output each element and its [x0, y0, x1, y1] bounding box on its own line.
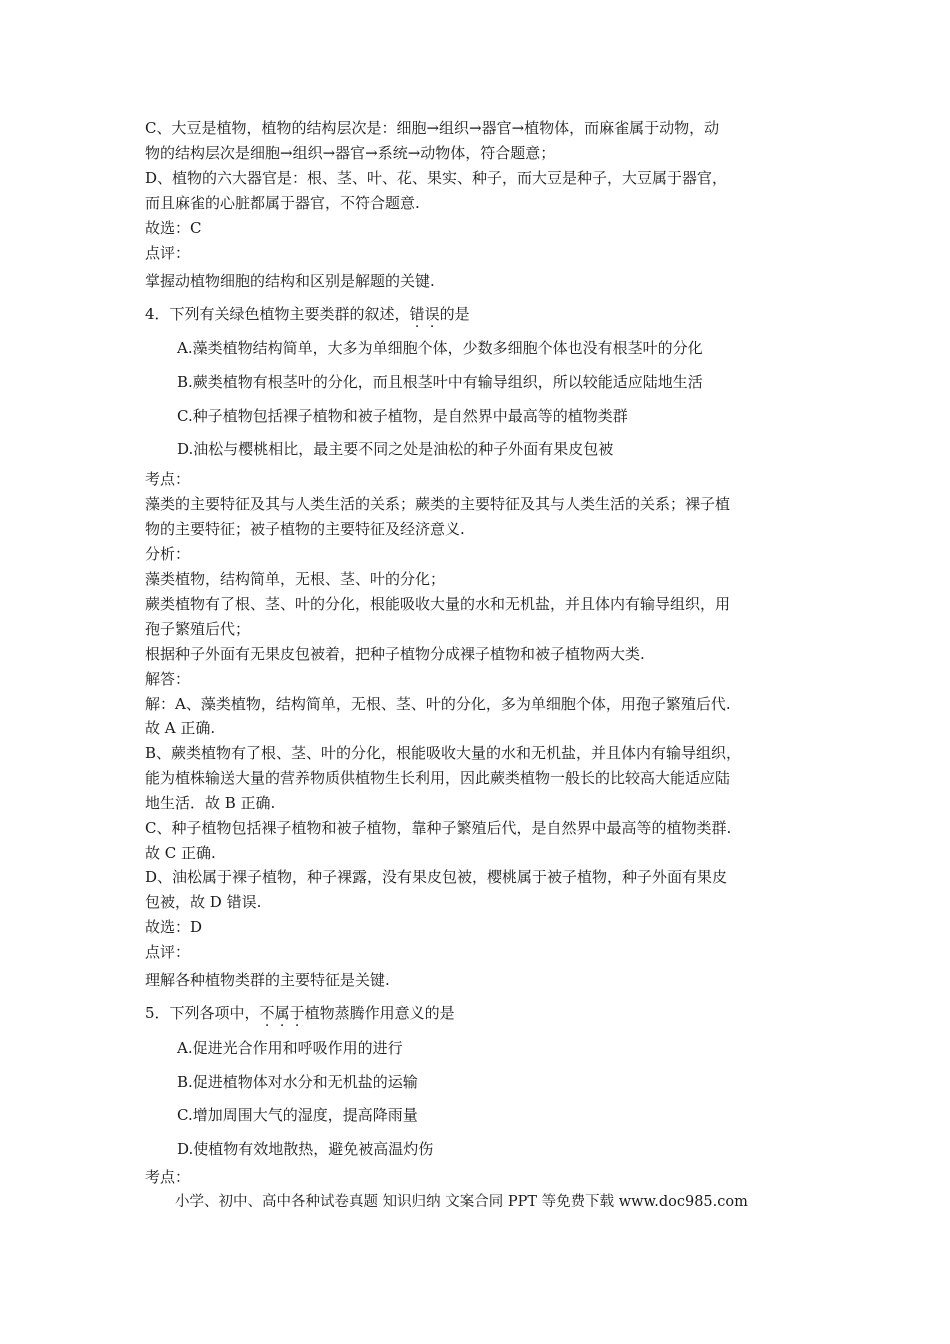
option-a: A.促进光合作用和呼吸作用的进行: [177, 1039, 403, 1057]
section-heading: 考点：: [145, 1168, 191, 1186]
question-text: 的是: [439, 305, 470, 323]
body-line: C、种子植物包括裸子植物和被子植物，靠种子繁殖后代，是自然界中最高等的植物类群.: [145, 819, 732, 837]
body-line: 物的主要特征；被子植物的主要特征及经济意义.: [145, 520, 465, 538]
question-5-stem: [145, 1002, 455, 1024]
section-heading: 点评：: [145, 244, 191, 262]
option-b: B.促进植物体对水分和无机盐的运输: [177, 1073, 418, 1091]
option-c: C.增加周围大气的湿度，提高降雨量: [177, 1106, 418, 1124]
option-a: A.藻类植物结构简单，大多为单细胞个体，少数多细胞个体也没有根茎叶的分化: [177, 339, 703, 357]
option-d: D.使植物有效地散热，避免被高温灼伤: [177, 1140, 434, 1158]
question-4-stem: [145, 303, 470, 325]
body-line: 故 A 正确.: [145, 719, 216, 737]
answer-line: C、大豆是植物，植物的结构层次是：细胞→组织→器官→植物体，而麻雀属于动物，动: [145, 119, 720, 137]
body-line: 蕨类植物有了根、茎、叶的分化，根能吸收大量的水和无机盐，并且体内有输导组织，用: [145, 595, 731, 613]
section-heading: 解答：: [145, 670, 191, 688]
section-heading: 点评：: [145, 943, 191, 961]
body-line: 故 C 正确.: [145, 844, 216, 862]
comment-text: 理解各种植物类群的主要特征是关键.: [145, 971, 390, 989]
body-line: D、油松属于裸子植物，种子裸露，没有果皮包被，樱桃属于被子植物，种子外面有果皮: [145, 868, 728, 886]
body-line: 能为植株输送大量的营养物质供植物生长利用，因此蕨类植物一般长的比较高大能适应陆: [145, 769, 731, 787]
answer-choice: 故选：C: [145, 219, 202, 237]
section-heading: 考点：: [145, 470, 191, 488]
emphasis-char: 于: [289, 1004, 305, 1022]
comment-text: 掌握动植物细胞的结构和区别是解题的关键.: [145, 272, 435, 290]
question-text: 植物蒸腾作用意义的是: [304, 1004, 455, 1022]
body-line: 藻类植物，结构简单，无根、茎、叶的分化；: [145, 570, 446, 588]
emphasis-char: 误: [424, 305, 440, 323]
body-line: 包被，故 D 错误.: [145, 893, 262, 911]
option-d: D.油松与樱桃相比，最主要不同之处是油松的种子外面有果皮包被: [177, 440, 614, 458]
emphasis-char: 错: [409, 305, 425, 323]
question-text: 5．下列各项中，: [145, 1004, 260, 1022]
answer-line: D、植物的六大器官是：根、茎、叶、花、果实、种子，而大豆是种子，大豆属于器官，: [145, 169, 728, 187]
body-line: 地生活．故 B 正确.: [145, 794, 276, 812]
emphasis-char: 属: [274, 1004, 290, 1022]
answer-line: 而且麻雀的心脏都属于器官，不符合题意.: [145, 194, 420, 212]
answer-choice: 故选：D: [145, 918, 203, 936]
body-line: 孢子繁殖后代；: [145, 620, 251, 638]
question-text: 4．下列有关绿色植物主要类群的叙述，: [145, 305, 410, 323]
body-line: 解：A、藻类植物，结构简单，无根、茎、叶的分化，多为单细胞个体，用孢子繁殖后代.: [145, 695, 731, 713]
section-heading: 分析：: [145, 545, 191, 563]
body-line: 藻类的主要特征及其与人类生活的关系；蕨类的主要特征及其与人类生活的关系；裸子植: [145, 495, 731, 513]
page-footer: 小学、初中、高中各种试卷真题 知识归纳 文案合同 PPT 等免费下载 www.doc985.com: [175, 1194, 748, 1210]
option-b: B.蕨类植物有根茎叶的分化，而且根茎叶中有输导组织，所以较能适应陆地生活: [177, 373, 703, 391]
emphasis-char: 不: [259, 1004, 275, 1022]
option-c: C.种子植物包括裸子植物和被子植物，是自然界中最高等的植物类群: [177, 407, 628, 425]
body-line: B、蕨类植物有了根、茎、叶的分化，根能吸收大量的水和无机盐，并且体内有输导组织，: [145, 744, 742, 762]
answer-line: 物的结构层次是细胞→组织→器官→系统→动物体，符合题意；: [145, 144, 556, 162]
body-line: 根据种子外面有无果皮包被着，把种子植物分成裸子植物和被子植物两大类.: [145, 645, 645, 663]
